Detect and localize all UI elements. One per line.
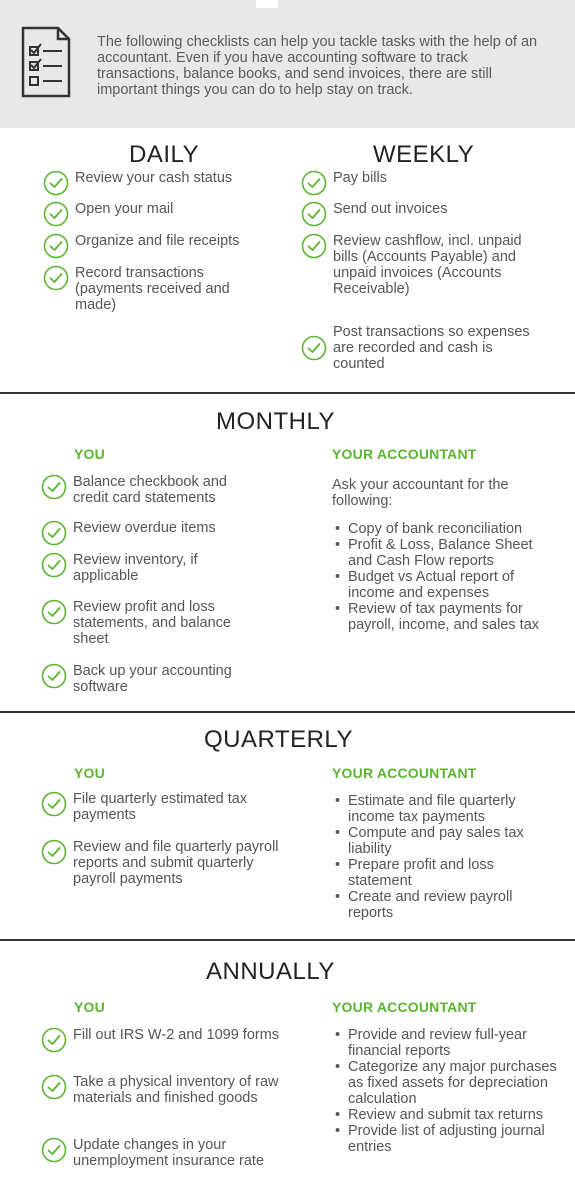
bullet-item-text: Provide and review full-year financial reports (348, 1027, 527, 1059)
section-divider (0, 392, 575, 394)
bullet-item (332, 857, 557, 889)
check-circle-icon (301, 170, 327, 196)
bullet-item-text: Compute and pay sales tax liability (348, 825, 524, 857)
check-circle-icon (41, 839, 67, 865)
checklist-item-text: Take a physical inventory of raw materials and finished goods (73, 1074, 279, 1106)
bullet-item (332, 1123, 557, 1155)
checklist-item-text: Post transactions so expenses are recorded and cash is counted (333, 324, 530, 372)
bullet-item-text: Review and submit tax returns (348, 1107, 544, 1123)
checklist-item (301, 324, 541, 372)
checklist-item-text: Open your mail (75, 201, 174, 217)
checklist-item (301, 201, 541, 227)
check-circle-icon (41, 474, 67, 500)
bullet-icon: • (335, 1107, 341, 1123)
bullet-icon: • (335, 521, 341, 537)
checklist-item-text: Review and file quarterly payroll reports and submit quarterly payroll payments (73, 839, 279, 887)
checklist-item (43, 170, 263, 196)
checklist-document-icon (20, 25, 72, 99)
check-circle-icon (41, 663, 67, 689)
bullet-item (332, 1107, 557, 1123)
check-circle-icon (41, 1074, 67, 1100)
checklist-item (301, 233, 541, 297)
monthly-accountant-intro: Ask your accountant for the following: (332, 477, 509, 509)
quarterly-you-heading: YOU (74, 765, 105, 781)
checklist-item-text: Review your cash status (75, 170, 233, 186)
annually-accountant-heading: YOUR ACCOUNTANT (332, 999, 477, 1015)
check-circle-icon (41, 1027, 67, 1053)
checklist-item-text: Pay bills (333, 170, 387, 186)
bullet-item-text: Provide list of adjusting journal entries (348, 1123, 545, 1155)
checklist-item (41, 520, 266, 546)
checklist-item-text: Send out invoices (333, 201, 448, 217)
bullet-item (332, 1027, 557, 1059)
checklist-item-text: File quarterly estimated tax payments (73, 791, 248, 823)
checklist-item-text: Fill out IRS W-2 and 1099 forms (73, 1027, 280, 1043)
checklist-item (43, 233, 263, 259)
daily-title: DAILY (129, 141, 200, 168)
bullet-icon: • (335, 1059, 341, 1075)
checklist-item (41, 599, 266, 647)
check-circle-icon (41, 1137, 67, 1163)
checklist-item (41, 1074, 281, 1106)
checklist-item (43, 201, 263, 227)
annually-you-heading: YOU (74, 999, 105, 1015)
checklist-item-text: Review cashflow, incl. unpaid bills (Accounts Payable) and unpaid invoices (Accounts Receivable) (333, 233, 522, 297)
checklist-item (41, 552, 266, 584)
monthly-accountant-heading: YOUR ACCOUNTANT (332, 446, 477, 462)
checklist-item (41, 663, 266, 695)
check-circle-icon (41, 599, 67, 625)
bullet-icon: • (335, 1027, 341, 1043)
bullet-item-text: Categorize any major purchases as fixed assets for depreciation calculation (348, 1059, 557, 1107)
checklist-item-text: Review overdue items (73, 520, 216, 536)
top-tab (256, 0, 278, 8)
checklist-item (41, 1137, 281, 1169)
check-circle-icon (43, 265, 69, 291)
check-circle-icon (43, 170, 69, 196)
bullet-item (332, 601, 557, 633)
check-circle-icon (43, 233, 69, 259)
bullet-icon: • (335, 601, 341, 617)
bullet-icon: • (335, 537, 341, 553)
bullet-item-text: Profit & Loss, Balance Sheet and Cash Flow reports (348, 537, 533, 569)
bullet-item-text: Copy of bank reconciliation (348, 521, 523, 537)
quarterly-title: QUARTERLY (204, 726, 353, 753)
check-circle-icon (301, 335, 327, 361)
quarterly-accountant-heading: YOUR ACCOUNTANT (332, 765, 477, 781)
section-divider (0, 939, 575, 941)
bullet-item (332, 521, 557, 537)
bullet-icon: • (335, 889, 341, 905)
bullet-icon: • (335, 857, 341, 873)
section-divider (0, 711, 575, 713)
bullet-icon: • (335, 825, 341, 841)
checklist-item (41, 839, 281, 887)
check-circle-icon (43, 201, 69, 227)
checklist-item (41, 791, 281, 823)
bullet-item-text: Estimate and file quarterly income tax payments (348, 793, 516, 825)
checklist-item-text: Balance checkbook and credit card statements (73, 474, 227, 506)
bullet-item (332, 889, 557, 921)
monthly-title: MONTHLY (216, 408, 336, 435)
checklist-item (301, 170, 541, 196)
checklist-item-text: Record transactions (payments received and made) (75, 265, 230, 313)
bullet-item (332, 1059, 557, 1107)
intro-text: The following checklists can help you tackle tasks with the help of an accountant. Even if you have accounting software to track transactions, balance books, and send invoices, there are still important things you can do to help stay on track. (97, 34, 538, 98)
checklist-item-text: Review inventory, if applicable (73, 552, 198, 584)
checklist-item-text: Back up your accounting software (73, 663, 232, 695)
checklist-item (43, 265, 263, 313)
bullet-item (332, 793, 557, 825)
monthly-you-heading: YOU (74, 446, 105, 462)
check-circle-icon (41, 552, 67, 578)
bullet-icon: • (335, 1123, 341, 1139)
bullet-item-text: Prepare profit and loss statement (348, 857, 494, 889)
checklist-item-text: Organize and file receipts (75, 233, 240, 249)
bullet-item (332, 569, 557, 601)
weekly-title: WEEKLY (373, 141, 475, 168)
check-circle-icon (41, 520, 67, 546)
bullet-item-text: Budget vs Actual report of income and expenses (348, 569, 515, 601)
quarterly-accountant-list (332, 793, 557, 921)
checklist-item-text: Update changes in your unemployment insurance rate (73, 1137, 265, 1169)
bullet-item-text: Review of tax payments for payroll, income, and sales tax (348, 601, 540, 633)
monthly-accountant-list (332, 521, 557, 633)
check-circle-icon (41, 791, 67, 817)
check-circle-icon (301, 233, 327, 259)
checklist-item-text: Review profit and loss statements, and balance sheet (73, 599, 231, 647)
bullet-item (332, 825, 557, 857)
bullet-item (332, 537, 557, 569)
intro-banner (0, 0, 575, 128)
annually-title: ANNUALLY (206, 958, 335, 985)
annually-accountant-list (332, 1027, 557, 1155)
bullet-icon: • (335, 569, 341, 585)
checklist-item (41, 474, 266, 506)
checklist-item (41, 1027, 281, 1053)
bullet-item-text: Create and review payroll reports (348, 889, 513, 921)
check-circle-icon (301, 201, 327, 227)
bullet-icon: • (335, 793, 341, 809)
